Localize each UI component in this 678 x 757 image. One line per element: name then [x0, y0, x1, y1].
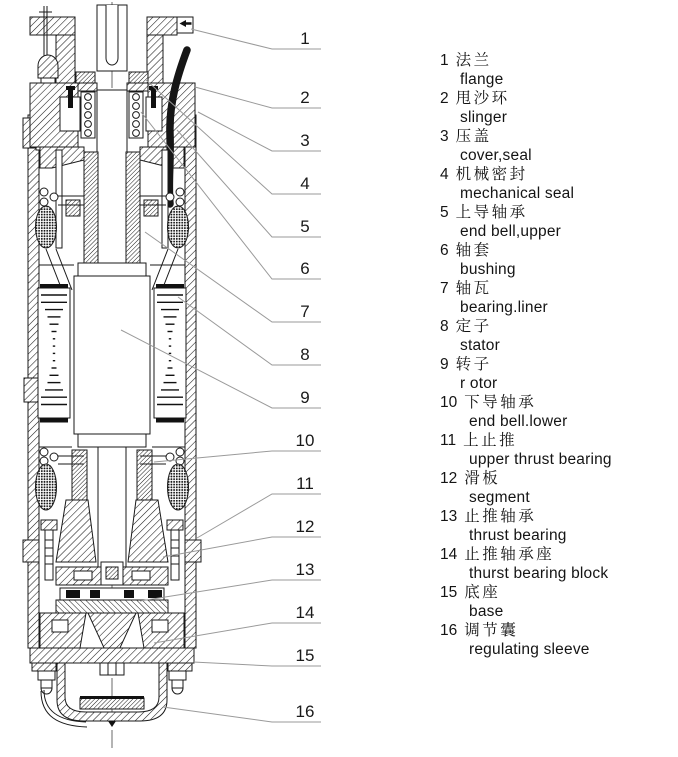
- part-name-en: bushing: [460, 261, 516, 278]
- parts-list-item-16: [440, 621, 672, 659]
- end-bell-lower: [36, 447, 189, 567]
- part-name-en: cover,seal: [460, 147, 532, 164]
- part-name-en: bearing.liner: [460, 299, 548, 316]
- part-name-en: r otor: [460, 375, 498, 392]
- part-name-en: slinger: [460, 109, 508, 126]
- part-name-en: end bell.lower: [469, 413, 568, 430]
- parts-list-item-6: [440, 241, 672, 279]
- parts-list-item-9: [440, 355, 672, 393]
- rubber-block-lower-left: [36, 464, 57, 510]
- rotor-core: [74, 263, 150, 447]
- callout-number-1: 1: [300, 29, 310, 48]
- part-number: 1: [440, 52, 449, 69]
- parts-list-item-14: [440, 545, 672, 583]
- parts-list-item-4: [440, 165, 672, 203]
- parts-list-item-1: [440, 51, 672, 89]
- part-number: 4: [440, 166, 449, 183]
- part-name-zh: 上导轴承: [455, 204, 528, 221]
- callout-number-10: 10: [295, 431, 315, 450]
- parts-list-item-11: [440, 431, 672, 469]
- parts-list-item-15: [440, 583, 672, 621]
- parts-list-item-7: [440, 279, 672, 317]
- callout-number-9: 9: [300, 388, 310, 407]
- thrust-bearing-disc: [56, 600, 168, 613]
- callout-number-14: 14: [295, 603, 315, 622]
- part-name-zh: 轴瓦: [455, 280, 492, 297]
- part-name-zh: 法兰: [455, 52, 492, 69]
- part-name-zh: 底座: [464, 584, 501, 601]
- shaft-top: [97, 5, 127, 71]
- part-name-en: segment: [469, 489, 530, 506]
- mechanical-seal-right: [129, 72, 148, 83]
- part-name-zh: 止推轴承: [464, 508, 537, 525]
- leader-line-9: [121, 330, 321, 408]
- part-name-zh: 上止推: [463, 432, 518, 449]
- callout-number-7: 7: [300, 302, 310, 321]
- part-name-en: end bell,upper: [460, 223, 562, 240]
- part-number: 2: [440, 90, 449, 107]
- callout-number-11: 11: [296, 474, 314, 493]
- part-name-zh: 转子: [455, 356, 492, 373]
- part-name-zh: 轴套: [455, 242, 492, 259]
- diaphragm: [80, 698, 144, 709]
- part-number: 14: [440, 546, 458, 563]
- part-name-zh: 压盖: [455, 128, 492, 145]
- part-name-zh: 止推轴承座: [464, 546, 555, 563]
- base-bolt-right: [169, 671, 186, 694]
- part-name-en: thrust bearing: [469, 527, 567, 544]
- thrust-bearing-block: [88, 613, 136, 650]
- part-number: 6: [440, 242, 449, 259]
- part-number: 15: [440, 584, 458, 601]
- part-name-zh: 下导轴承: [464, 394, 537, 411]
- part-number: 9: [440, 356, 449, 373]
- part-name-zh: 机械密封: [455, 166, 528, 183]
- part-name-en: base: [469, 603, 504, 620]
- part-name-en: regulating sleeve: [469, 641, 590, 658]
- parts-list-item-2: [440, 89, 672, 127]
- callout-number-3: 3: [300, 131, 310, 150]
- part-number: 16: [440, 622, 458, 639]
- parts-list-item-8: [440, 317, 672, 355]
- part-name-zh: 甩沙环: [455, 90, 510, 107]
- callout-number-12: 12: [295, 517, 315, 536]
- rubber-block-lower-right: [168, 464, 189, 510]
- part-name-zh: 滑板: [464, 470, 501, 487]
- callout-number-2: 2: [300, 88, 310, 107]
- part-name-en: mechanical seal: [460, 185, 575, 202]
- part-number: 3: [440, 128, 449, 145]
- part-number: 5: [440, 204, 449, 221]
- part-number: 8: [440, 318, 449, 335]
- callout-number-15: 15: [295, 646, 315, 665]
- callout-number-4: 4: [300, 174, 310, 193]
- parts-list-item-5: [440, 203, 672, 241]
- parts-list: [440, 51, 672, 659]
- bearing-liner-left: [84, 152, 98, 264]
- part-number: 7: [440, 280, 449, 297]
- rubber-block-upper-right: [168, 206, 189, 248]
- part-name-zh: 定子: [455, 318, 492, 335]
- callout-number-16: 16: [295, 702, 315, 721]
- callout-number-8: 8: [300, 345, 310, 364]
- part-name-en: thurst bearing block: [469, 565, 609, 582]
- part-name-zh: 调节囊: [464, 622, 519, 639]
- callout-number-5: 5: [300, 217, 310, 236]
- callout-number-6: 6: [300, 259, 310, 278]
- part-number: 12: [440, 470, 458, 487]
- bearing-liner-right: [126, 152, 140, 264]
- part-number: 13: [440, 508, 458, 525]
- part-number: 11: [440, 432, 457, 449]
- parts-list-item-12: [440, 469, 672, 507]
- part-name-en: flange: [460, 71, 504, 88]
- parts-list-item-13: [440, 507, 672, 545]
- part-name-en: stator: [460, 337, 500, 354]
- base-bolt-left: [38, 671, 55, 694]
- part-number: 10: [440, 394, 458, 411]
- parts-list-item-10: [440, 393, 672, 431]
- rubber-block-upper-left: [36, 206, 57, 248]
- parts-list-item-3: [440, 127, 672, 165]
- callout-number-13: 13: [295, 560, 315, 579]
- part-name-en: upper thrust bearing: [469, 451, 612, 468]
- mechanical-seal-left: [76, 72, 95, 83]
